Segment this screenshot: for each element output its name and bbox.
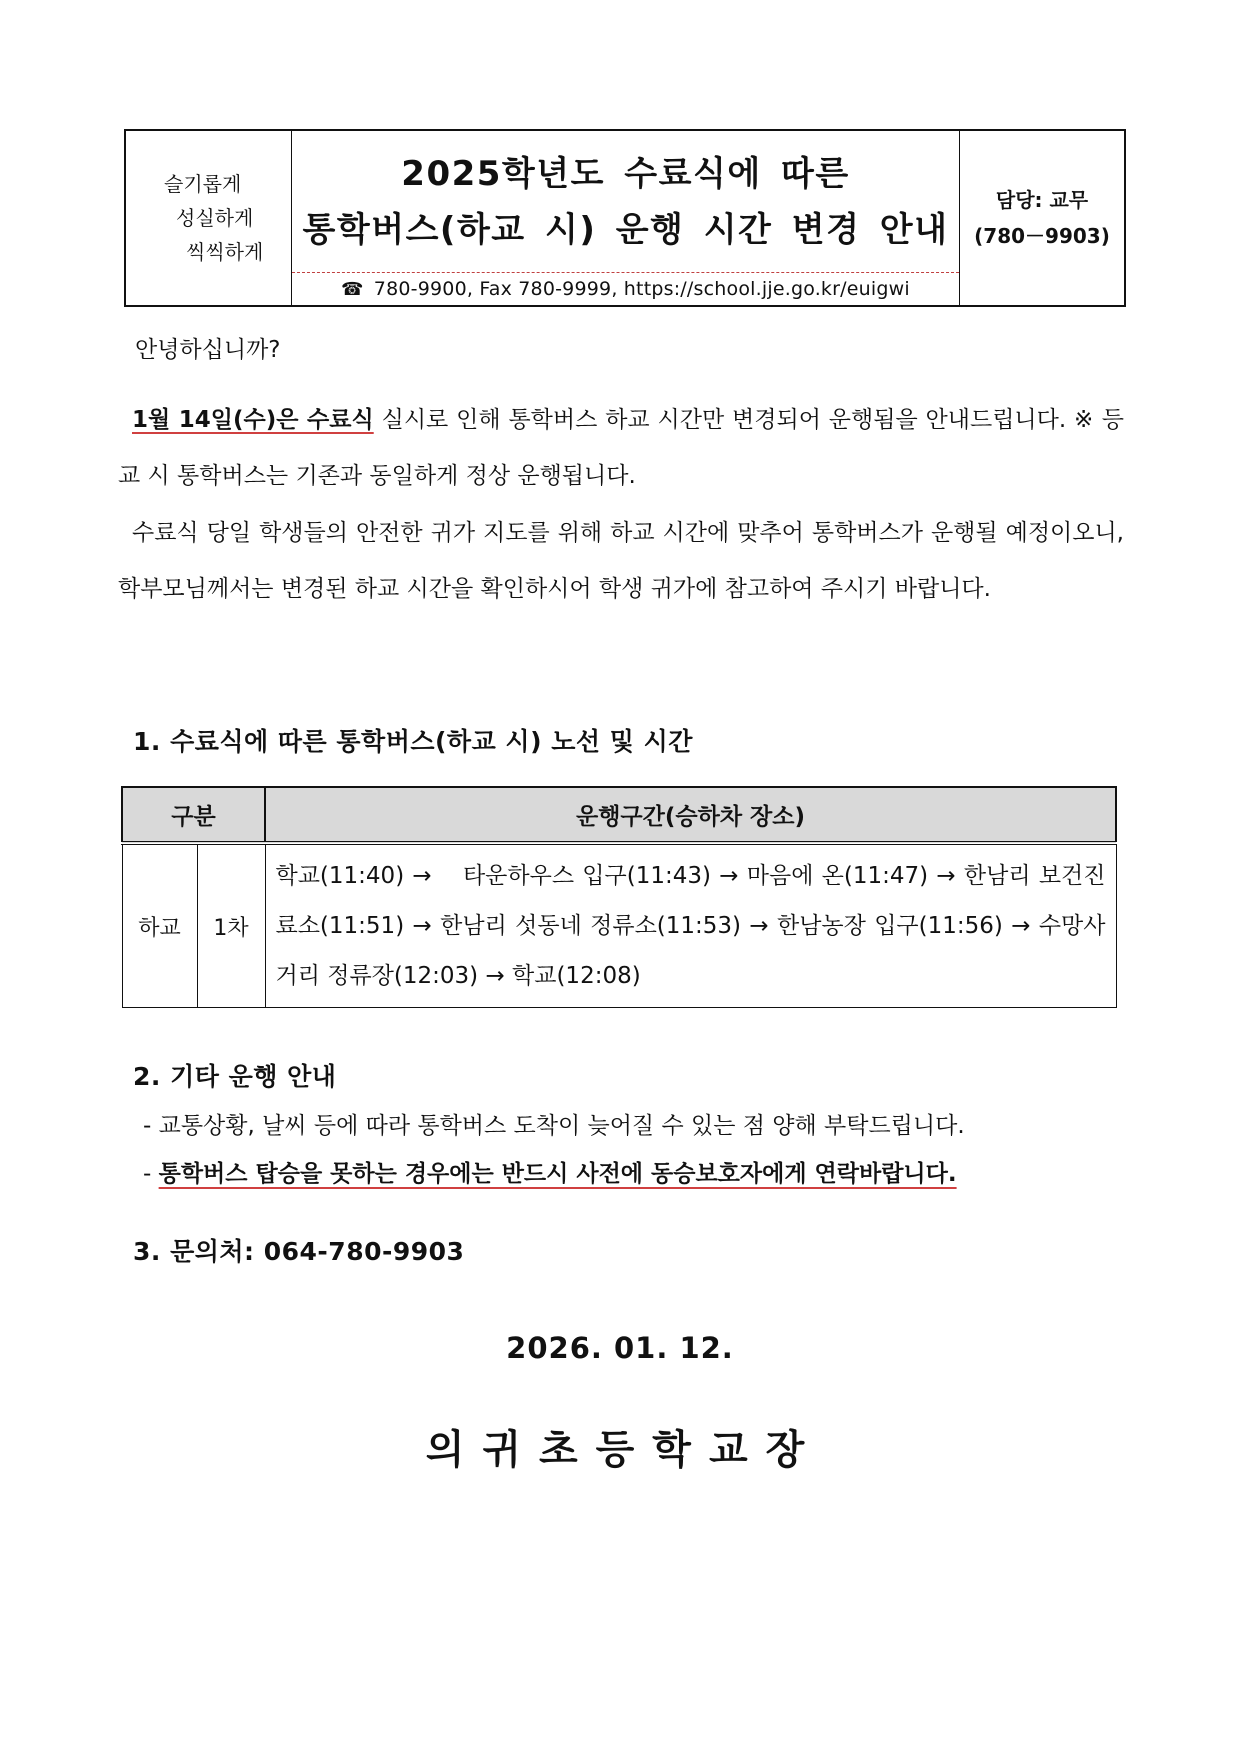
principal-signature: 의귀초등학교장 bbox=[425, 1427, 823, 1473]
motto-line: 씩씩하게 bbox=[186, 240, 264, 264]
phone-icon: ☎ bbox=[341, 278, 364, 300]
cell-route: 학교(11:40) → 타운하우스 입구(11:43) → 마음에 온(11:47) → 한남리 보건진료소(11:51) → 한남리 섯동네 정류소(11:53) → 한남농장 입구(11:56) → 수망사거리 정류장(12:03) → 학교(12:08) bbox=[265, 843, 1116, 1008]
motto-line: 슬기롭게 bbox=[164, 172, 242, 196]
table-header-category: 구분 bbox=[122, 787, 265, 843]
cell-round: 1차 bbox=[197, 843, 265, 1008]
note-emphasis: 통학버스 탑승을 못하는 경우에는 반드시 사전에 동승보호자에게 연락바랍니다. bbox=[158, 1161, 957, 1187]
document-header bbox=[124, 129, 1126, 307]
section-heading-other: 2. 기타 운행 안내 bbox=[133, 1062, 337, 1091]
table-header-row bbox=[122, 787, 1116, 843]
paragraph-notice bbox=[118, 392, 1124, 504]
document-title bbox=[292, 131, 959, 273]
title-line-2: 통학버스(하교 시) 운행 시간 변경 안내 bbox=[302, 209, 949, 250]
emphasized-date: 1월 14일(수)은 수료식 bbox=[132, 407, 374, 433]
title-line-1: 2025학년도 수료식에 따른 bbox=[401, 153, 850, 194]
note-contact bbox=[143, 1155, 957, 1188]
contact-text: 780-9900, Fax 780-9999, https://school.jje.go.kr/euigwi bbox=[373, 278, 910, 300]
manager-label: 담당: 교무 bbox=[995, 188, 1089, 212]
table-row bbox=[122, 843, 1116, 1008]
paragraph-text: 실시로 인해 통학버스 하교 시간만 변경되어 운행됨을 안내드립니다. ※ 등교 시 통학버스는 기존과 동일하게 정상 운행됩니다. bbox=[118, 407, 1125, 489]
note-dash: - bbox=[143, 1161, 159, 1187]
note-delay: - 교통상황, 날씨 등에 따라 통학버스 도착이 늦어질 수 있는 점 양해 부탁드립니다. bbox=[143, 1113, 965, 1139]
section-heading-route: 1. 수료식에 따른 통학버스(하교 시) 노선 및 시간 bbox=[133, 727, 693, 756]
document-date: 2026. 01. 12. bbox=[506, 1331, 734, 1365]
paragraph-guidance: 수료식 당일 학생들의 안전한 귀가 지도를 위해 하교 시간에 맞추어 통학버스가 운행될 예정이오니, 학부모님께서는 변경된 하교 시간을 확인하시어 학생 귀가에 참고하여 주시기 바랍니다. bbox=[118, 520, 1124, 602]
school-motto bbox=[126, 131, 292, 305]
cell-type: 하교 bbox=[122, 843, 197, 1008]
title-cell bbox=[292, 131, 960, 305]
route-table bbox=[121, 786, 1117, 1008]
contact-info bbox=[292, 273, 959, 305]
section-heading-inquiry: 3. 문의처: 064-780-9903 bbox=[133, 1237, 465, 1266]
greeting: 안녕하십니까? bbox=[135, 337, 281, 363]
motto-line: 성실하게 bbox=[176, 206, 254, 230]
table-header-route: 운행구간(승하차 장소) bbox=[265, 787, 1116, 843]
manager-phone: (780－9903) bbox=[974, 224, 1110, 248]
manager-info bbox=[960, 131, 1124, 305]
